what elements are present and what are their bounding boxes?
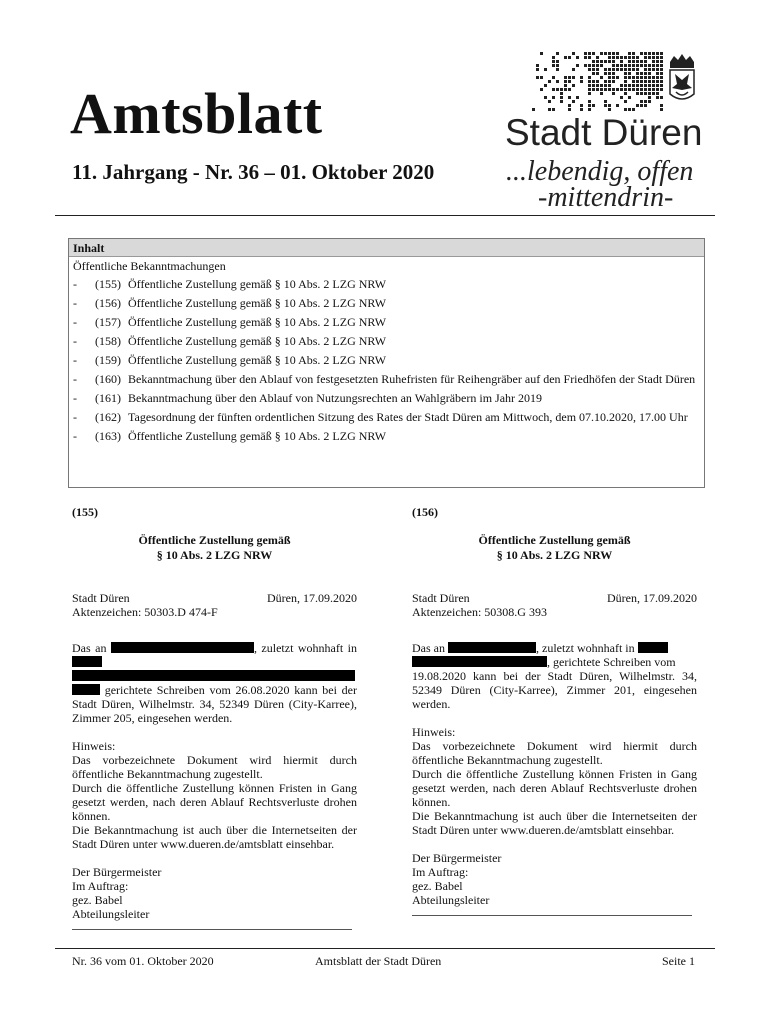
toc-item-text: Öffentliche Zustellung gemäß § 10 Abs. 2 LZG NRW xyxy=(128,429,387,443)
notice-heading-line-1: Öffentliche Zustellung gemäß xyxy=(478,533,631,547)
toc-item xyxy=(69,315,704,330)
notice-number: (156) xyxy=(412,505,438,519)
toc-item-number: (155) xyxy=(95,277,121,291)
city-name: Stadt Düren xyxy=(505,112,703,153)
toc-item-text: Öffentliche Zustellung gemäß § 10 Abs. 2 LZG NRW xyxy=(128,277,387,291)
body-zuletzt: , zuletzt wohnhaft in xyxy=(253,641,358,655)
hint-label: Hinweis: xyxy=(72,739,116,753)
notice-heading-line-2: § 10 Abs. 2 LZG NRW xyxy=(156,548,273,562)
footer-publication: Amtsblatt der Stadt Düren xyxy=(315,954,442,968)
hint-label: Hinweis: xyxy=(412,725,456,739)
hint-paragraph-1: Das vorbezeichnete Dokument wird hiermit durch öffentliche Bekanntmachung zugestellt. xyxy=(72,753,357,781)
toc-item xyxy=(69,391,704,406)
table-of-contents xyxy=(68,238,705,488)
body-das-an: Das an xyxy=(72,641,107,655)
redaction-bar xyxy=(638,642,668,653)
notice-heading xyxy=(72,533,357,591)
toc-item-dash: - xyxy=(73,372,77,386)
toc-list xyxy=(69,277,704,444)
file-reference: Aktenzeichen: 50308.G 393 xyxy=(412,605,547,619)
toc-item xyxy=(69,410,704,425)
footer-issue: Nr. 36 vom 01. Oktober 2020 xyxy=(72,954,214,968)
notice-number: (155) xyxy=(72,505,98,519)
signature-line-3: gez. Babel xyxy=(412,879,463,893)
section-separator xyxy=(72,929,352,930)
redaction-bar xyxy=(111,642,254,653)
signature-line-4: Abteilungsleiter xyxy=(412,893,490,907)
redaction-bar xyxy=(448,642,536,653)
header-divider xyxy=(55,215,715,216)
toc-item xyxy=(69,353,704,368)
toc-item xyxy=(69,429,704,444)
notice-date: Düren, 17.09.2020 xyxy=(607,591,697,605)
toc-item-dash: - xyxy=(73,296,77,310)
hint-paragraph-1: Das vorbezeichnete Dokument wird hiermit durch öffentliche Bekanntmachung zugestellt. xyxy=(412,739,697,767)
footer-page-number: Seite 1 xyxy=(662,954,695,968)
body-rest: 19.08.2020 kann bei der Stadt Düren, Wilhelmstr. 34, 52349 Düren (City-Karree), Zimmer 201, eingesehen werden. xyxy=(412,669,697,711)
body-das-an: Das an xyxy=(412,641,445,655)
redaction-bar xyxy=(72,670,355,681)
redaction-bar xyxy=(72,656,102,667)
toc-item-text: Öffentliche Zustellung gemäß § 10 Abs. 2 LZG NRW xyxy=(128,334,387,348)
redaction-bar xyxy=(412,656,547,667)
body-gerichtete: , gerichtete Schreiben vom xyxy=(547,655,676,669)
toc-item xyxy=(69,296,704,311)
hint-paragraph-2: Durch die öffentliche Zustellung können Fristen in Gang gesetzt werden, nach deren Ablauf Rechtsverluste drohen können. xyxy=(412,767,697,809)
notice-heading-line-1: Öffentliche Zustellung gemäß xyxy=(138,533,291,547)
toc-item-dash: - xyxy=(73,315,77,329)
notice-date: Düren, 17.09.2020 xyxy=(267,591,357,605)
toc-item-text: Öffentliche Zustellung gemäß § 10 Abs. 2 LZG NRW xyxy=(128,296,387,310)
signature-line-1: Der Bürgermeister xyxy=(72,865,162,879)
city-logo-icon xyxy=(532,52,712,118)
body-zuletzt: , zuletzt wohnhaft in xyxy=(536,641,635,655)
issue-line: 11. Jahrgang - Nr. 36 – 01. Oktober 2020 xyxy=(72,160,435,184)
notice-155 xyxy=(72,505,357,930)
section-separator xyxy=(412,915,692,916)
toc-item-dash: - xyxy=(73,410,77,424)
toc-subheading: Öffentliche Bekanntmachungen xyxy=(73,259,226,273)
toc-item-text: Öffentliche Zustellung gemäß § 10 Abs. 2 LZG NRW xyxy=(128,315,387,329)
org-name: Stadt Düren xyxy=(412,591,470,605)
redaction-bar xyxy=(72,684,100,695)
toc-item-dash: - xyxy=(73,277,77,291)
toc-item xyxy=(69,277,704,292)
hint-paragraph-2: Durch die öffentliche Zustellung können Fristen in Gang gesetzt werden, nach deren Ablauf Rechtsverluste drohen können. xyxy=(72,781,357,823)
notice-heading xyxy=(412,533,697,591)
signature-line-1: Der Bürgermeister xyxy=(412,851,502,865)
signature-line-4: Abteilungsleiter xyxy=(72,907,150,921)
signature-line-2: Im Auftrag: xyxy=(412,865,469,879)
signature-line-3: gez. Babel xyxy=(72,893,123,907)
org-name: Stadt Düren xyxy=(72,591,130,605)
toc-item-dash: - xyxy=(73,353,77,367)
toc-item-dash: - xyxy=(73,429,77,443)
org-date-row xyxy=(72,591,357,605)
toc-item-dash: - xyxy=(73,334,77,348)
toc-item-number: (157) xyxy=(95,315,121,329)
toc-item-number: (161) xyxy=(95,391,121,405)
toc-item-text: Öffentliche Zustellung gemäß § 10 Abs. 2 LZG NRW xyxy=(128,353,387,367)
notice-body xyxy=(72,641,357,725)
toc-item-number: (158) xyxy=(95,334,121,348)
toc-item-number: (160) xyxy=(95,372,121,386)
toc-item xyxy=(69,334,704,349)
hint-paragraph-3: Die Bekanntmachung ist auch über die Internetseiten der Stadt Düren unter www.dueren.de/amtsblatt einsehbar. xyxy=(72,823,357,851)
toc-item-number: (163) xyxy=(95,429,121,443)
file-reference: Aktenzeichen: 50303.D 474-F xyxy=(72,605,218,619)
signature-line-2: Im Auftrag: xyxy=(72,879,129,893)
notice-body xyxy=(412,641,697,711)
org-date-row xyxy=(412,591,697,605)
toc-item-text: Bekanntmachung über den Ablauf von festgesetzten Ruhefristen für Reihengräber auf den Friedhöfen der Stadt Düren xyxy=(128,372,696,386)
page-title: Amtsblatt xyxy=(70,81,323,146)
slogan-line-1: ...lebendig, offen xyxy=(506,156,694,187)
slogan-line-2: -mittendrin- xyxy=(538,182,674,213)
toc-item xyxy=(69,372,704,387)
toc-item-number: (162) xyxy=(95,410,121,424)
hint-paragraph-3: Die Bekanntmachung ist auch über die Internetseiten der Stadt Düren unter www.dueren.de/amtsblatt einsehbar. xyxy=(412,809,697,837)
toc-item-number: (156) xyxy=(95,296,121,310)
toc-item-dash: - xyxy=(73,391,77,405)
footer-divider xyxy=(55,948,715,949)
body-rest: gerichtete Schreiben vom 26.08.2020 kann bei der Stadt Düren, Wilhelmstr. 34, 52349 Düren (City-Karree), Zimmer 205, eingesehen werden. xyxy=(72,683,358,725)
toc-item-text: Bekanntmachung über den Ablauf von Nutzungsrechten an Wahlgräbern im Jahr 2019 xyxy=(128,391,543,405)
notice-heading-line-2: § 10 Abs. 2 LZG NRW xyxy=(496,548,613,562)
toc-item-number: (159) xyxy=(95,353,121,367)
toc-heading: Inhalt xyxy=(69,239,704,257)
toc-item-text: Tagesordnung der fünften ordentlichen Sitzung des Rates der Stadt Düren am Mittwoch, dem 07.10.2020, 17.00 Uhr xyxy=(128,410,688,424)
notice-156 xyxy=(412,505,697,916)
